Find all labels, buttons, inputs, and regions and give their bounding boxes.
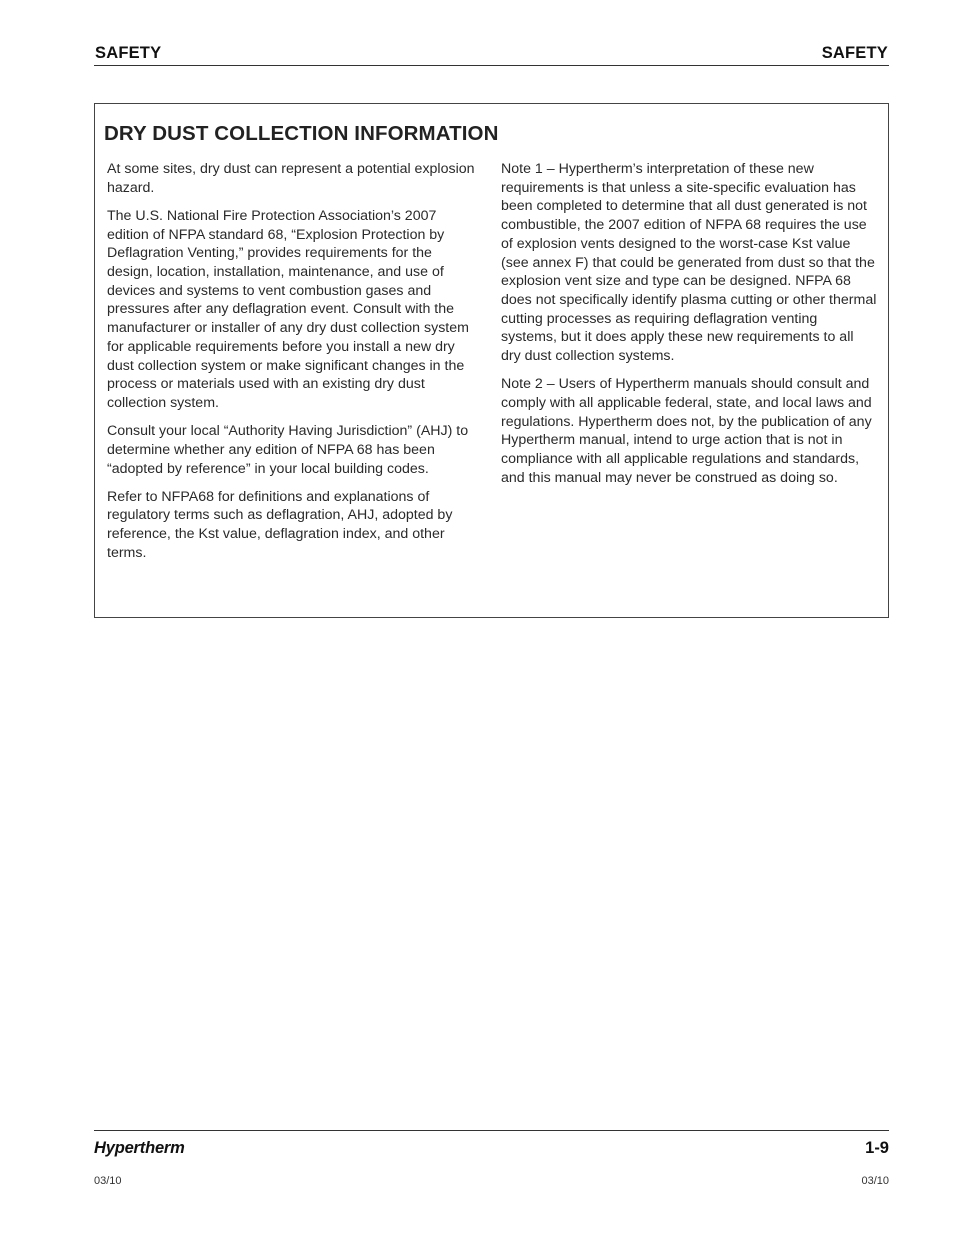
page-header	[94, 42, 889, 66]
left-paragraph-1: At some sites, dry dust can represent a potential explosion hazard.	[107, 161, 475, 196]
section-title: DRY DUST COLLECTION INFORMATION	[104, 122, 499, 145]
header-section-left: SAFETY	[95, 44, 162, 62]
page-number: 1-9	[865, 1139, 889, 1157]
brand-logo: Hypertherm	[94, 1139, 185, 1157]
left-paragraph-3: Consult your local “Authority Having Jurisdiction” (AHJ) to determine whether any edition of NFPA 68 has been “adopted by reference” in your local building codes.	[107, 423, 469, 477]
right-paragraph-1: Note 1 – Hypertherm’s interpretation of these new requirements is that unless a site-specific evaluation has been completed to determine that all dust generated is not combustible, the 2007 edition of NFPA 68 requires the use of explosion vents designed to the worst-case Kst value (see annex F) that could be generated from dust so that the explosion vent size and type can be designed. NFPA 68 does not specifically identify plasma cutting or other thermal cutting processes as requiring deflagration venting systems, but it does apply these new requirements to all dry dust collection systems.	[501, 161, 877, 365]
footer-divider	[94, 1130, 889, 1131]
header-section-right: SAFETY	[821, 44, 888, 62]
left-paragraph-4: Refer to NFPA68 for definitions and explanations of regulatory terms such as deflagration, AHJ, adopted by reference, the Kst value, deflagration index, and other terms.	[107, 488, 453, 561]
right-paragraph-2: Note 2 – Users of Hypertherm manuals should consult and comply with all applicable federal, state, and local laws and regulations. Hypertherm does not, by the publication of any Hypertherm manual, intend to urge action that is not in compliance with all applicable regulations and standards, and this manual may never be construed as doing so.	[501, 376, 872, 486]
dry-dust-info-box	[94, 103, 889, 618]
left-column	[107, 160, 475, 572]
revision-date-right: 03/10	[861, 1175, 889, 1187]
revision-date-left: 03/10	[94, 1175, 122, 1187]
left-paragraph-2: The U.S. National Fire Protection Association’s 2007 edition of NFPA standard 68, “Explosion Protection by Deflagration Venting,” provides requirements for the design, location, installation, maintenance, and use of devices and systems to vent combustion gases and pressures after any deflagration event. Consult with the manufacturer or installer of any dry dust collection system for applicable requirements before you install a new dry dust collection system or make significant changes in the process or materials used with an existing dry dust collection system.	[107, 207, 469, 411]
right-column	[501, 160, 877, 497]
